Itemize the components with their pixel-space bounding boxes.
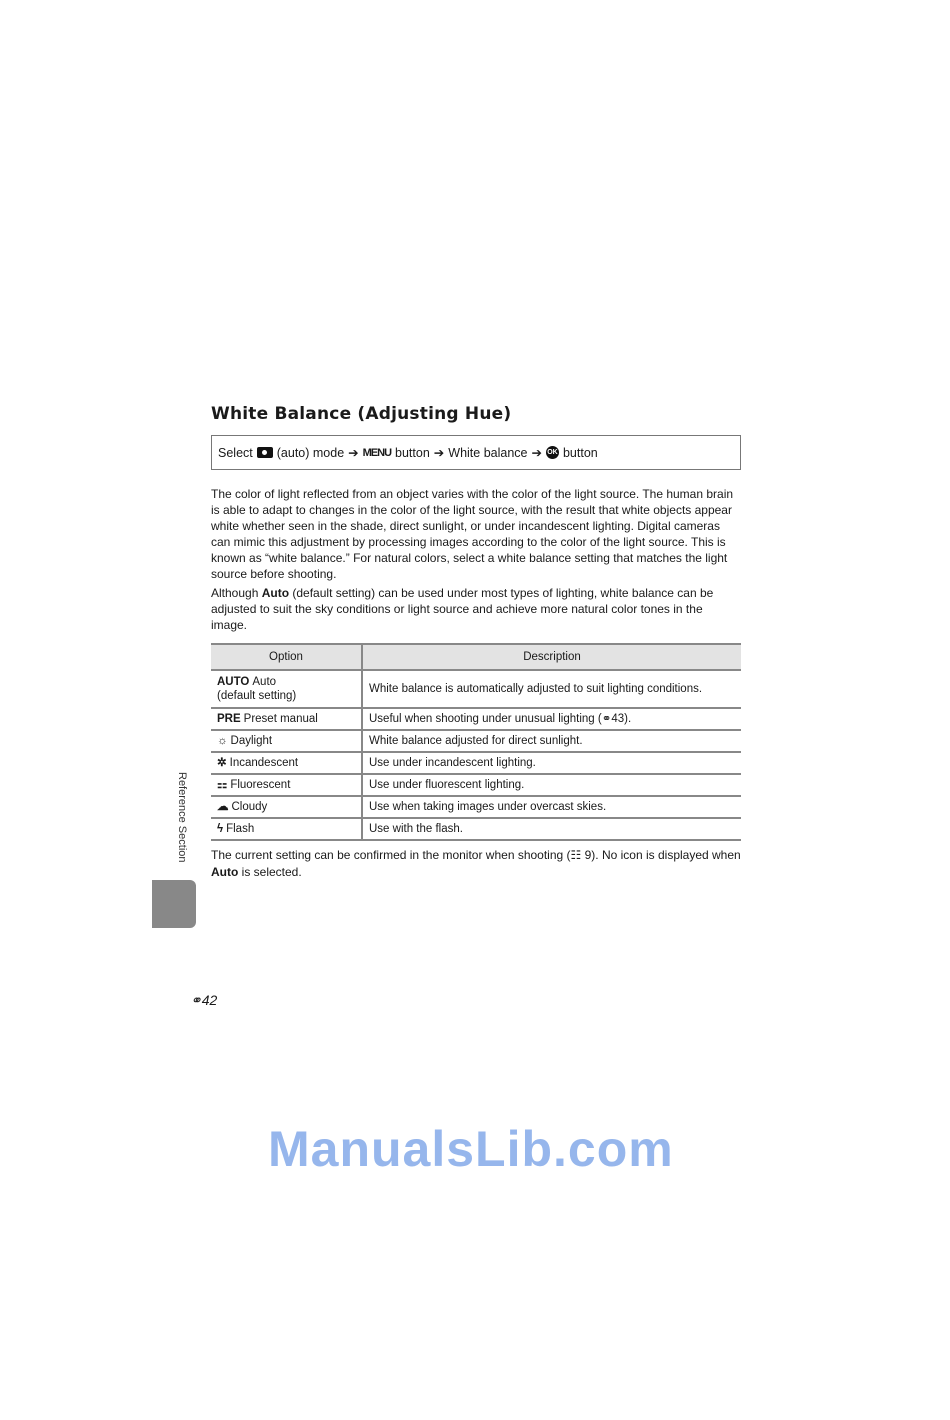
wb-mode-icon: PRE [217,713,241,725]
path-select: Select [218,445,253,460]
arrow-icon: ➔ [433,446,445,460]
menu-path-box [211,435,741,470]
text: The current setting can be confirmed in the monitor when shooting (☷ 9). No icon is displayed when [211,848,741,862]
table-row [211,818,741,840]
menu-icon: MENU [362,446,392,459]
description-cell: Use when taking images under overcast skies. [362,796,741,818]
option-cell [211,752,362,774]
wb-mode-icon: ✲ [217,757,227,769]
auto-bold: Auto [261,586,290,600]
wb-mode-icon: ⚏ [217,779,228,791]
ok-icon: OK [546,446,559,459]
option-cell [211,708,362,730]
watermark: ManualsLib.com [268,1121,674,1177]
wb-mode-icon: AUTO [217,676,250,688]
description-cell: Useful when shooting under unusual lighting (⚭43). [362,708,741,730]
text: is selected. [238,865,302,879]
description-cell: Use under incandescent lighting. [362,752,741,774]
option-cell [211,818,362,840]
content-column [211,404,741,881]
table-row [211,752,741,774]
camera-icon [257,447,273,458]
table-row [211,774,741,796]
description-cell: White balance adjusted for direct sunlight. [362,730,741,752]
option-label: Incandescent [229,757,299,769]
description-cell: White balance is automatically adjusted to suit lighting conditions. [362,670,741,708]
table-row [211,730,741,752]
option-cell [211,730,362,752]
option-cell [211,796,362,818]
arrow-icon: ➔ [531,446,542,460]
arrow-icon: ➔ [348,446,359,460]
page-title: White Balance (Adjusting Hue) [211,404,512,424]
option-label: Preset manual [243,713,318,725]
option-label: Fluorescent [230,779,291,791]
white-balance-table [211,643,741,841]
table-row [211,708,741,730]
section-label: Reference Section [176,772,188,863]
wb-mode-icon: ☁ [217,801,229,813]
section-tab [152,880,196,928]
option-sub: (default setting) [217,690,297,702]
text: (default setting) can be used under most types of lighting, white balance can be adjusted to suit the sky conditions or light source and achieve more natural color tones in the image. [211,586,714,632]
path-mode: (auto) mode [276,445,345,460]
auto-bold: Auto [211,865,239,879]
table-row [211,796,741,818]
wb-mode-icon: ☼ [217,735,228,747]
option-label: Flash [226,823,255,835]
path-button: button [562,445,598,460]
text: Although [211,586,262,600]
path-item: White balance [448,445,528,460]
header-description: Description [362,644,741,670]
path-button: button [395,445,430,460]
header-option: Option [211,644,362,670]
option-label: Daylight [230,735,273,747]
auto-paragraph [211,585,741,633]
description-cell: Use under fluorescent lighting. [362,774,741,796]
option-label: Cloudy [231,801,268,813]
option-label: Auto [252,676,277,688]
intro-paragraph: The color of light reflected from an object varies with the color of the light source. The human brain is able to adapt to changes in the color of the light source, with the result that white objects appear white whether seen in the shade, direct sunlight, or under incandescent lighting. Digital cameras can mimic this adjustment by processing images according to the color of the light source. This is known as “white balance.” For natural colors, select a white balance setting that matches the light source before shooting. [211,487,734,581]
page-number: ⚭42 [190,992,218,1008]
note-paragraph [211,847,741,881]
option-cell [211,670,362,708]
wb-mode-icon: ϟ [217,823,224,835]
option-cell [211,774,362,796]
description-cell: Use with the flash. [362,818,741,840]
table-row [211,670,741,708]
